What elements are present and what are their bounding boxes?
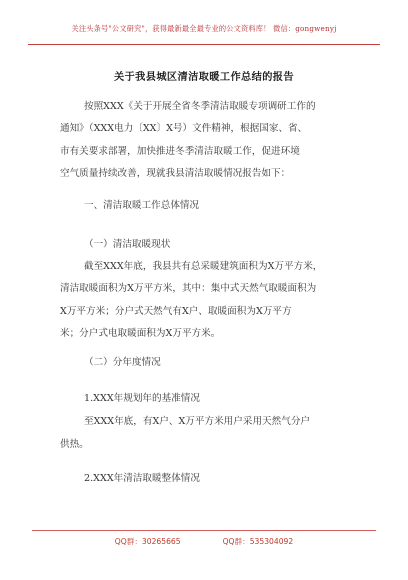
status-line: X万平方米；分户式天然气有X户、取暖面积为X万平方	[60, 305, 292, 317]
document-title: 关于我县城区清洁取暖工作总结的报告	[114, 71, 294, 83]
status-line: 清洁取暖面积为X万平方米，其中：集中式天然气取暖面积为	[60, 283, 317, 294]
status-paragraph-cont	[60, 278, 364, 346]
intro-line: 市有关要求部署，加快推进冬季清洁取暖工作，促进环境	[60, 145, 300, 157]
item1-line: 供热。	[60, 439, 89, 450]
intro-line: 通知》（XXX电力〔XX〕X号）文件精神，根据国家、省、	[60, 123, 308, 134]
footer	[0, 536, 408, 547]
intro-paragraph-cont	[60, 118, 360, 186]
intro-paragraph	[84, 96, 360, 119]
footer-divider	[32, 530, 376, 531]
subsection-heading-1: （一）清洁取暖现状	[84, 239, 171, 250]
intro-line: 空气质量持续改善，现就我县清洁取暖情况报告如下：	[60, 168, 291, 179]
item1-paragraph	[84, 411, 360, 434]
header-divider	[28, 44, 380, 45]
status-paragraph	[84, 256, 364, 279]
header-banner: 关注头条号"公文研究"，获得最新最全最专业的公文资料库！ 微信：gongwenyj	[71, 24, 337, 33]
intro-line: 按照XXX《关于开展全省冬季清洁取暖专项调研工作的	[84, 101, 316, 112]
item-heading-2: 2.XXX年清洁取暖整体情况	[84, 473, 200, 484]
item-heading-1: 1.XXX年规划年的基准情况	[84, 393, 200, 404]
section-heading-1: 一、清洁取暖工作总体情况	[84, 200, 200, 211]
footer-qq-group-2: QQ群：535304092	[222, 537, 294, 546]
item1-paragraph-cont	[60, 434, 360, 457]
item1-line: 至XXX年底，有X户、X万平方米用户采用天然气分户	[84, 416, 311, 427]
subsection-heading-2: （二）分年度情况	[84, 357, 161, 368]
footer-qq-group-1: QQ群：30265665	[114, 537, 181, 546]
status-line: 米；分户式电取暖面积为X万平方米。	[60, 328, 221, 339]
status-line: 截至XXX年底，我县共有总采暖建筑面积为X万平方米，	[84, 261, 323, 272]
